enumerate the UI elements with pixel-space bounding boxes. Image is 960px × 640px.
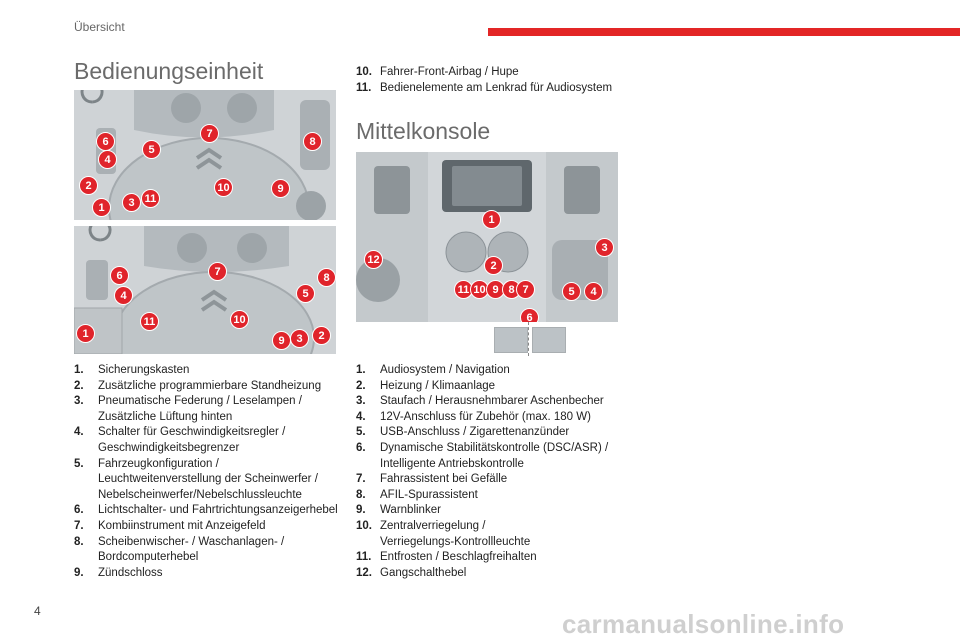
callout-marker: 9: [272, 331, 291, 350]
callout-marker: 10: [214, 178, 233, 197]
legend-item: [356, 472, 636, 488]
legend-text: Zusätzliche programmierbare Standheizung: [98, 379, 322, 392]
callout-marker: 11: [141, 189, 160, 208]
callout-marker: 5: [562, 282, 581, 301]
dashboard-diagram-top: [74, 90, 336, 220]
callout-marker: 12: [364, 250, 383, 269]
callout-marker: 9: [271, 179, 290, 198]
legend-number: 11.: [356, 81, 372, 94]
legend-text: Dynamische Stabilitätskontrolle (DSC/ASR) / Intelligente Antriebskontrolle: [380, 441, 609, 470]
legend-number: 1.: [74, 364, 84, 376]
legend-item: [356, 379, 636, 395]
center-console-diagram: [356, 152, 618, 322]
legend-item: [356, 550, 636, 566]
legend-text: Bedienelemente am Lenkrad für Audiosystem: [380, 81, 613, 94]
legend-text: Lichtschalter- und Fahrtrichtungsanzeigerhebel: [98, 504, 338, 517]
legend-text: Pneumatische Federung / Leselampen / Zusätzliche Lüftung hinten: [98, 395, 302, 423]
callout-marker: 8: [303, 132, 322, 151]
legend-text: 12V-Anschluss für Zubehör (max. 180 W): [380, 410, 591, 423]
legend-text: Fahrer-Front-Airbag / Hupe: [380, 66, 519, 78]
legend-number: 6.: [74, 504, 84, 517]
legend-number: 10.: [356, 519, 372, 532]
callout-marker: 9: [486, 280, 505, 299]
legend-text: Gangschalthebel: [380, 566, 467, 579]
page-number: 4: [34, 604, 41, 618]
dashboard-title: Bedienungseinheit: [74, 58, 264, 84]
legend-text: USB-Anschluss / Zigarettenanzünder: [380, 426, 570, 439]
dsc-switch-thumbnail: [494, 327, 528, 353]
legend-text: Zündschloss: [98, 566, 163, 579]
callout-marker: 1: [92, 198, 111, 217]
legend-text: AFIL-Spurassistent: [380, 488, 478, 501]
callout-marker: 3: [290, 329, 309, 348]
center-console-legend: [356, 363, 636, 581]
callout-marker: 6: [110, 266, 129, 285]
legend-item: [356, 81, 636, 97]
legend-item: [74, 457, 344, 504]
callout-marker: 11: [140, 312, 159, 331]
legend-number: 5.: [356, 426, 366, 439]
legend-number: 4.: [356, 410, 366, 423]
legend-text: Fahrzeugkonfiguration / Leuchtweitenverstellung der Scheinwerfer / Nebelscheinwerfer/Nebelschlussleuchte: [98, 457, 318, 501]
legend-text: Entfrosten / Beschlagfreihalten: [380, 551, 537, 564]
callout-marker: 3: [595, 238, 614, 257]
callout-marker: 2: [484, 256, 503, 275]
legend-number: 6.: [356, 441, 366, 454]
section-label: Übersicht: [74, 20, 125, 34]
traction-switch-thumbnail: [532, 327, 566, 353]
legend-number: 7.: [356, 473, 366, 486]
center-console-title: Mittelkonsole: [356, 118, 491, 144]
callout-marker: 10: [470, 280, 489, 299]
legend-text: Heizung / Klimaanlage: [380, 379, 496, 392]
callout-marker: 5: [296, 284, 315, 303]
legend-text: Zentralverriegelung / Verriegelungs-Kontrollleuchte: [380, 519, 531, 548]
legend-text: Scheibenwischer- / Waschanlagen- / Bordcomputerhebel: [98, 535, 285, 564]
legend-number: 8.: [356, 488, 366, 501]
header-accent-bar: [488, 28, 960, 36]
callout-marker: 2: [79, 176, 98, 195]
callout-marker: 7: [208, 262, 227, 281]
callout-marker: 6: [520, 308, 539, 322]
dashboard-diagram-bottom: [74, 226, 336, 354]
legend-number: 9.: [356, 504, 366, 517]
callout-marker: 3: [122, 193, 141, 212]
legend-text: Sicherungskasten: [98, 364, 190, 376]
legend-item: [356, 566, 636, 582]
thumbnail-divider: [528, 322, 530, 356]
legend-item: [356, 410, 636, 426]
legend-text: Schalter für Geschwindigkeitsregler / Geschwindigkeitsbegrenzer: [98, 426, 286, 454]
callout-marker: 8: [317, 268, 336, 287]
legend-number: 11.: [356, 551, 372, 564]
legend-number: 2.: [356, 379, 366, 392]
callout-marker: 4: [114, 286, 133, 305]
legend-item: [356, 519, 636, 550]
watermark: carmanualsonline.info: [562, 609, 845, 639]
legend-item: [356, 488, 636, 504]
legend-number: 1.: [356, 364, 366, 376]
legend-number: 7.: [74, 519, 84, 532]
dashboard-legend-continued: [356, 65, 636, 96]
legend-text: Fahrassistent bei Gefälle: [380, 473, 508, 486]
legend-number: 3.: [74, 395, 84, 408]
legend-text: Staufach / Herausnehmbarer Aschenbecher: [380, 395, 604, 408]
legend-number: 10.: [356, 66, 372, 78]
legend-item: [356, 394, 636, 410]
legend-item: [356, 441, 636, 472]
legend-item: [74, 394, 344, 425]
legend-item: [356, 65, 636, 81]
callout-marker: 6: [96, 132, 115, 151]
callout-marker: 5: [142, 140, 161, 159]
legend-item: [74, 566, 344, 582]
legend-text: Audiosystem / Navigation: [380, 364, 510, 376]
legend-item: [74, 519, 344, 535]
legend-number: 8.: [74, 535, 84, 548]
callout-marker: 7: [516, 280, 535, 299]
legend-item: [356, 363, 636, 379]
callout-marker: 10: [230, 310, 249, 329]
legend-text: Warnblinker: [380, 504, 441, 517]
legend-number: 3.: [356, 395, 366, 408]
legend-item: [74, 379, 344, 395]
callout-marker: 11: [454, 280, 473, 299]
legend-number: 4.: [74, 426, 84, 439]
legend-item: [74, 363, 344, 379]
callout-marker: 2: [312, 326, 331, 345]
legend-number: 2.: [74, 379, 84, 392]
callout-marker: 1: [76, 324, 95, 343]
legend-item: [356, 503, 636, 519]
callout-marker: 7: [200, 124, 219, 143]
legend-item: [74, 425, 344, 456]
legend-text: Kombiinstrument mit Anzeigefeld: [98, 519, 266, 532]
legend-number: 5.: [74, 457, 84, 470]
dashboard-legend: [74, 363, 344, 581]
callout-marker: 4: [584, 282, 603, 301]
legend-item: [74, 535, 344, 566]
legend-number: 9.: [74, 566, 84, 579]
callout-marker: 1: [482, 210, 501, 229]
callout-marker: 8: [502, 280, 521, 299]
legend-item: [74, 503, 344, 519]
legend-number: 12.: [356, 566, 372, 579]
legend-item: [356, 425, 636, 441]
callout-marker: 4: [98, 150, 117, 169]
